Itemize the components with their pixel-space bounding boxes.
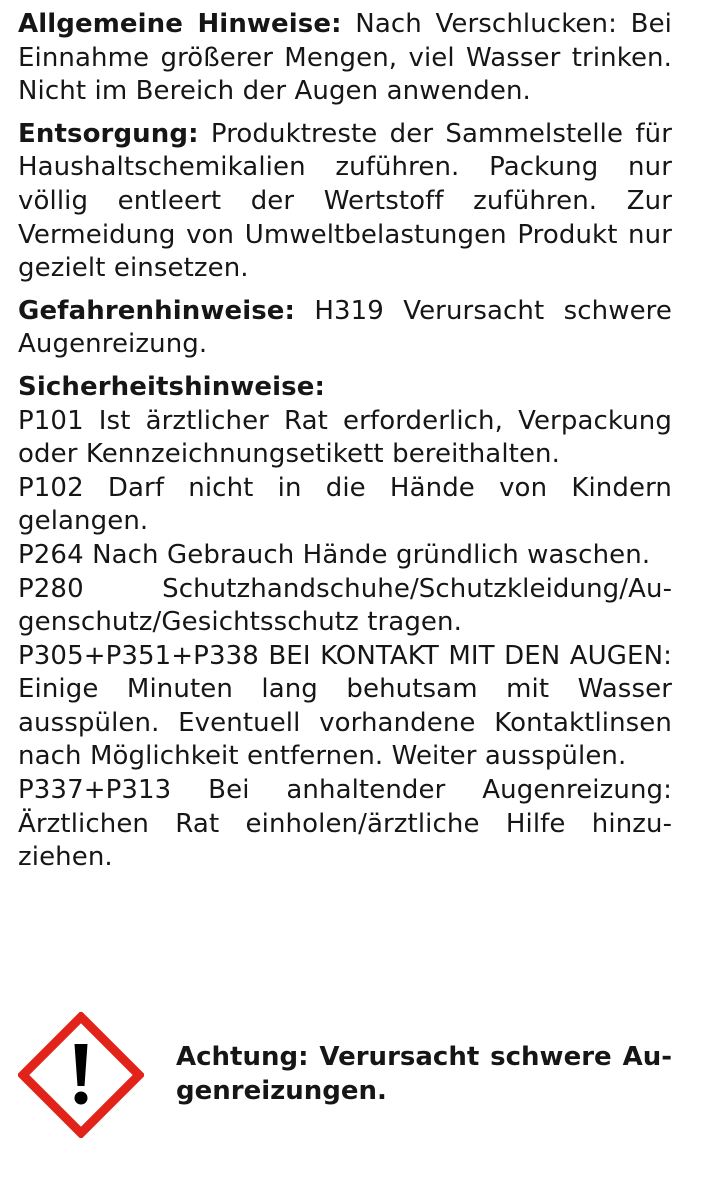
p305-p351-p338-statement: P305+P351+P338 BEI KONTAKT MIT DEN AUGEN: Einige Minuten lang behutsam mit Wasser ausspülen. Eventuell vorhandene Kontaktlinsen nach Möglichkeit entfernen. Weiter ausspülen.: [18, 640, 672, 772]
general-notes-heading: Allgemeine Hinweise:: [18, 9, 342, 39]
safety-heading: Sicherheitshinweise:: [18, 371, 325, 402]
disposal-notes: [18, 118, 672, 286]
warning-section: [18, 1012, 678, 1142]
general-notes-text: Nach Verschlucken: Bei Einnahme größerer Mengen, viel Wasser trinken. Nicht im Bereich der Augen anwenden.: [18, 9, 673, 107]
p101-statement: P101 Ist ärztlicher Rat erforderlich, Verpackung oder Kennzeichnungsetikett bereithalten.: [18, 405, 672, 470]
ghs07-exclamation-icon: [18, 1012, 144, 1138]
hazard-statements: [18, 295, 672, 362]
general-notes: [18, 8, 672, 109]
hazard-text: H319 Verursacht schwere Augenreizung.: [18, 295, 672, 360]
precautionary-statements: [18, 371, 672, 875]
disposal-text: Produktreste der Sammelstelle für Haushaltschemikalien zuführen. Packung nur völlig entleert der Wertstoff zuführen. Zur Vermeidung von Umweltbelastungen Produkt nur gezielt einsetzen.: [18, 118, 672, 284]
p102-statement: P102 Darf nicht in die Hände von Kindern gelangen.: [18, 472, 672, 537]
exclamation-mark-dot: [75, 1092, 88, 1105]
p337-p313-statement: P337+P313 Bei anhaltender Augenreizung: Ärztlichen Rat einholen/ärztliche Hilfe hinzuziehen.: [18, 775, 672, 873]
hazard-heading: Gefahrenhinweise:: [18, 295, 296, 326]
p264-statement: P264 Nach Gebrauch Hände gründlich waschen.: [18, 539, 651, 570]
warning-text: Achtung: Verursacht schwere Augenreizungen.: [176, 1042, 672, 1106]
label-text-block: [18, 8, 672, 884]
p280-statement: P280 Schutzhandschuhe/Schutzkleidung/Augenschutz/Gesichtsschutz tragen.: [18, 573, 672, 638]
disposal-heading: Entsorgung:: [18, 118, 199, 149]
